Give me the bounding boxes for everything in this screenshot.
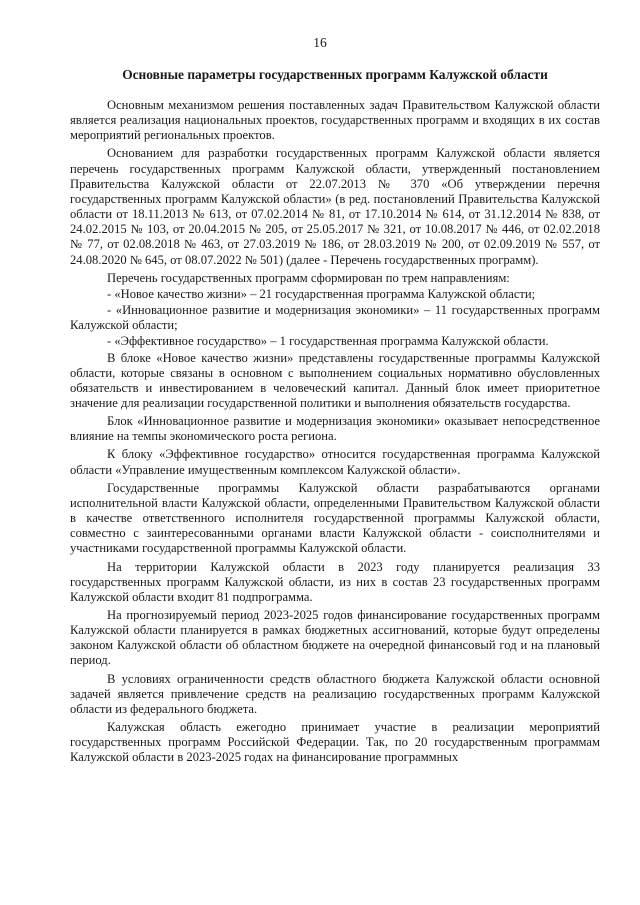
paragraph: Основным механизмом решения поставленных задач Правительством Калужской области является реализация национальных проектов, государственных программ и входящих в их состав мероприятий региональных проектов. <box>70 98 600 143</box>
paragraph: Блок «Инновационное развитие и модернизация экономики» оказывает непосредственное влияние на темпы экономического роста региона. <box>70 414 600 444</box>
document-body <box>70 98 600 769</box>
list-item: - «Инновационное развитие и модернизация экономики» – 11 государственных программ Калужской области; <box>70 303 600 333</box>
list-item: - «Новое качество жизни» – 21 государственная программа Калужской области; <box>107 286 536 301</box>
paragraph: В условиях ограниченности средств областного бюджета Калужской области основной задачей является привлечение средств на реализацию государственных программ Калужской области из федерального бюджета. <box>70 671 600 716</box>
list-item: - «Эффективное государство» – 1 государственная программа Калужской области. <box>107 334 549 349</box>
page-number: 16 <box>313 35 327 50</box>
paragraph: Государственные программы Калужской области разрабатываются органами исполнительной власти Калужской области, определенными Правительством Калужской области в качестве ответственного исполнителя государственной программы Калужской области, совместно с заинтересованными органами власти Калужской области - соисполнителями и участниками государственной программы Калужской области. <box>70 480 600 556</box>
paragraph: Перечень государственных программ сформирован по трем направлениям: <box>107 270 510 285</box>
paragraph: На территории Калужской области в 2023 году планируется реализация 33 государственных программ Калужской области, из них в состав 23 государственных программ Калужской области входит 81 подпрограмма. <box>70 559 600 604</box>
paragraph: В блоке «Новое качество жизни» представлены государственные программы Калужской области, которые связаны в основном с выполнением социальных нормативно обусловленных обязательств и инвестированием в человеческий капитал. Данный блок имеет приоритетное значение для реализации государственной политики и выполнения обязательств государства. <box>70 350 600 410</box>
section-title: Основные параметры государственных программ Калужской области <box>122 67 548 82</box>
paragraph: На прогнозируемый период 2023-2025 годов финансирование государственных программ Калужской области планируется в рамках бюджетных ассигнований, которые будут определены законом Калужской области об областном бюджете на очередной финансовый год и на плановый период. <box>70 608 600 668</box>
paragraph: Основанием для разработки государственных программ Калужской области является перечень государственных программ Калужской области, утвержденный постановлением Правительства Калужской области от 22.07.2013 № 370 «Об утверждении перечня государственных программ Калужской области» (в ред. постановлений Правительства Калужской области от 18.11.2013 № 613, от 07.02.2014 № 81, от 17.10.2014 № 614, от 31.12.2014 № 838, от 24.02.2015 № 103, от 20.04.2015 № 205, от 25.05.2017 № 321, от 10.08.2017 № 446, от 02.02.2018 № 77, от 02.08.2018 № 463, от 27.03.2019 № 186, от 28.03.2019 № 200, от 02.09.2019 № 557, от 24.08.2020 № 645, от 08.07.2022 № 501) (далее - Перечень государственных программ). <box>70 146 600 267</box>
paragraph: К блоку «Эффективное государство» относится государственная программа Калужской области «Управление имущественным комплексом Калужской области». <box>70 447 600 477</box>
paragraph: Калужская область ежегодно принимает участие в реализации мероприятий государственных программ Российской Федерации. Так, по 20 государственным программам Калужской области в 2023-2025 годах на финансирование программных <box>70 720 600 765</box>
